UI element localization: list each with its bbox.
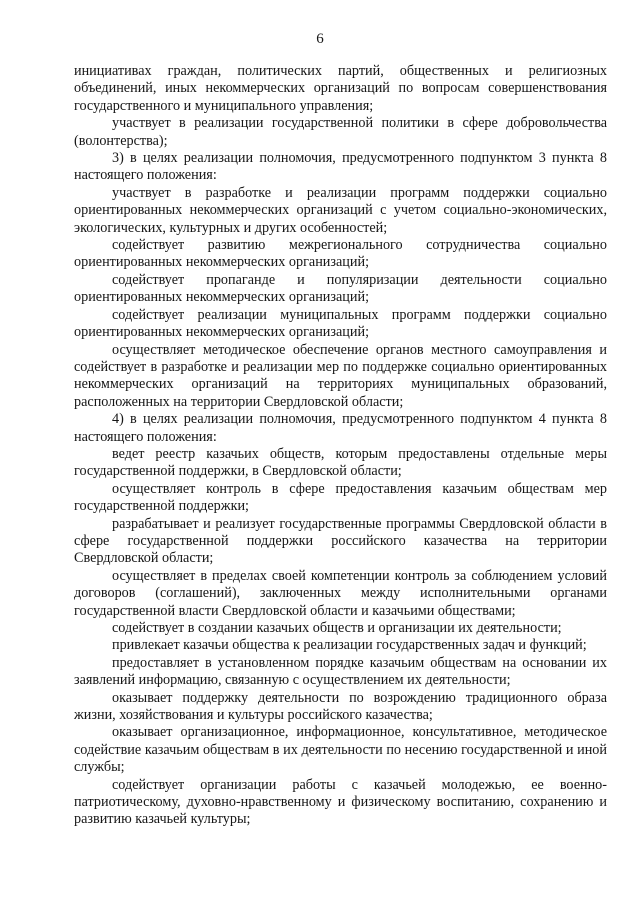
- paragraph: ведет реестр казачьих обществ, которым предоставлены отдельные меры государственной поддержки, в Свердловской области;: [74, 445, 607, 480]
- paragraph: оказывает организационное, информационное, консультативное, методическое содействие казачьим обществам в их деятельности по несению государственной и иной службы;: [74, 724, 607, 776]
- paragraph: разрабатывает и реализует государственные программы Свердловской области в сфере государственной поддержки российского казачества на территории Свердловской области;: [74, 515, 607, 567]
- paragraph: осуществляет контроль в сфере предоставления казачьим обществам мер государственной поддержки;: [74, 480, 607, 515]
- paragraph: осуществляет методическое обеспечение органов местного самоуправления и содействует в разработке и реализации мер по поддержке социально ориентированных некоммерческих организаций на территориях муниципальных образований, расположенных на территории Свердловской области;: [74, 341, 607, 410]
- paragraph: осуществляет в пределах своей компетенции контроль за соблюдением условий договоров (соглашений), заключенных между исполнительными органами государственной власти Свердловской области и казачьими обществами;: [74, 567, 607, 619]
- paragraph: участвует в реализации государственной политики в сфере добровольчества (волонтерства);: [74, 115, 607, 149]
- paragraph: предоставляет в установленном порядке казачьим обществам на основании их заявлений информацию, связанную с осуществлением их деятельности;: [74, 654, 607, 689]
- paragraph: привлекает казачьи общества к реализации государственных задач и функций;: [112, 637, 587, 654]
- paragraph: оказывает поддержку деятельности по возрождению традиционного образа жизни, хозяйствования и культуры российского казачества;: [74, 689, 607, 724]
- paragraph: участвует в разработке и реализации программ поддержки социально ориентированных некоммерческих организаций с учетом социально-экономических, экологических, культурных и других особенностей;: [74, 184, 607, 236]
- subsection-heading-4: 4) в целях реализации полномочия, предусмотренного подпунктом 4 пункта 8 настоящего положения:: [74, 411, 607, 445]
- document-body: [74, 63, 607, 829]
- paragraph: содействует организации работы с казачьей молодежью, ее военно-патриотическому, духовно-нравственному и физическому воспитанию, сохранению и развитию казачьей культуры;: [74, 776, 607, 828]
- paragraph: содействует реализации муниципальных программ поддержки социально ориентированных некоммерческих организаций;: [74, 306, 607, 341]
- paragraph: содействует пропаганде и популяризации деятельности социально ориентированных некоммерческих организаций;: [74, 271, 607, 306]
- paragraph: содействует в создании казачьих обществ и организации их деятельности;: [112, 620, 562, 636]
- page-number: 6: [316, 31, 324, 47]
- subsection-heading-3: 3) в целях реализации полномочия, предусмотренного подпунктом 3 пункта 8 настоящего положения:: [74, 150, 607, 184]
- paragraph: содействует развитию межрегионального сотрудничества социально ориентированных некоммерческих организаций;: [74, 237, 607, 271]
- paragraph-continuation: инициативах граждан, политических партий, общественных и религиозных объединений, иных некоммерческих организаций по вопросам совершенствования государственного и муниципального управления;: [74, 63, 607, 114]
